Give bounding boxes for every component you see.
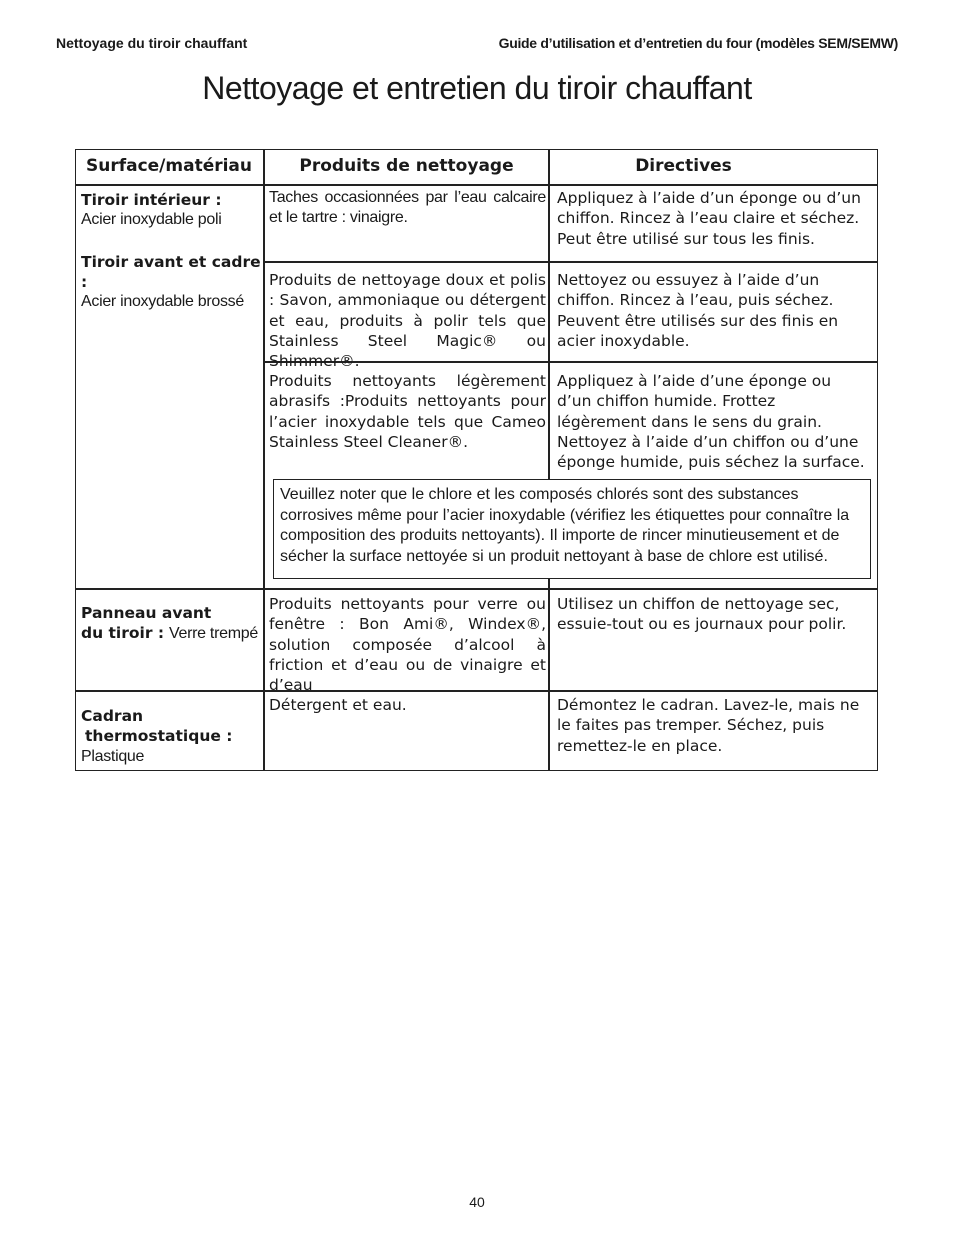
row-divider — [75, 588, 878, 590]
surface-label-front-frame: Tiroir avant et cadre : — [81, 252, 261, 291]
surface-material-dial: Plastique — [81, 747, 145, 765]
surface-label-dial: Cadran — [81, 707, 144, 725]
column-divider — [548, 149, 550, 481]
surface-material-interior: Acier inoxydable poli — [81, 211, 222, 229]
column-divider — [548, 578, 550, 771]
surface-cell-stainless — [81, 190, 267, 312]
product-cell: Taches occasionnées par l’eau calcaire et le tartre : vinaigre. — [269, 189, 546, 227]
product-cell: Détergent et eau. — [269, 696, 407, 714]
page-title: Nettoyage et entretien du tiroir chauffant — [202, 70, 752, 106]
product-cell: Produits de nettoyage doux et polis : Savon, ammoniaque ou détergent et eau, produits à polir tels que Stainless Steel Magic® ou Shimmer®. — [269, 271, 546, 371]
surface-label-interior: Tiroir intérieur : — [81, 191, 222, 209]
directive-cell: Utilisez un chiffon de nettoyage sec, essuie-tout ou es journaux pour polir. — [557, 595, 847, 634]
surface-cell-dial — [81, 706, 267, 767]
column-header-surface: Surface/matériau — [85, 156, 253, 176]
directive-cell: Appliquez à l’aide d’une éponge ou d’un chiffon humide. Frottez légèrement dans le sens du grain. Nettoyez à l’aide d’un chiffon ou d’une éponge humide, puis séchez la surface. — [557, 372, 865, 472]
surface-material-front-frame: Acier inoxydable brossé — [81, 293, 244, 311]
product-cell: Produits nettoyants pour verre ou fenêtre : Bon Ami®, Windex®, solution composée d’alcool à friction et d’eau ou de vinaigre et d’eau — [269, 595, 546, 695]
surface-cell-panel — [81, 603, 267, 645]
header-guide-title: Guide d’utilisation et d’entretien du four (modèles SEM/SEMW) — [498, 35, 898, 51]
directive-cell: Appliquez à l’aide d’un éponge ou d’un chiffon. Rincez à l’eau claire et séchez. Peut être utilisé sur tous les finis. — [557, 189, 861, 248]
column-header-products: Produits de nettoyage — [299, 156, 514, 176]
surface-label-panel-2: du tiroir : — [81, 624, 165, 643]
row-divider — [75, 184, 878, 186]
directive-cell: Nettoyez ou essuyez à l’aide d’un chiffon. Rincez à l’eau, puis séchez. Peuvent être utilisés sur des finis en acier inoxydable. — [557, 271, 839, 350]
row-divider — [263, 261, 878, 263]
surface-label-panel: Panneau avant — [81, 604, 212, 622]
product-cell: Produits nettoyants légèrement abrasifs :Produits nettoyants pour l’acier inoxydable tels que Cameo Stainless Steel Cleaner®. — [269, 372, 546, 451]
surface-material-panel: Verre trempé — [169, 625, 258, 643]
chlorine-warning-note: Veuillez noter que le chlore et les composés chlorés sont des substances corrosives même pour l’acier inoxydable (vérifiez les étiquettes pour connaître la composition des produits nettoyants). Il importe de rincer minutieusement et de sécher la surface nettoyée si un produit nettoyant à base de chlore est utilisé. — [273, 479, 871, 579]
column-header-directives: Directives — [635, 156, 732, 176]
header-section-title: Nettoyage du tiroir chauffant — [56, 35, 248, 51]
surface-label-dial-2: thermostatique : — [85, 727, 233, 746]
page-number: 40 — [469, 1194, 485, 1210]
directive-cell: Démontez le cadran. Lavez-le, mais ne le faites pas tremper. Séchez, puis remettez-le en place. — [557, 696, 860, 755]
